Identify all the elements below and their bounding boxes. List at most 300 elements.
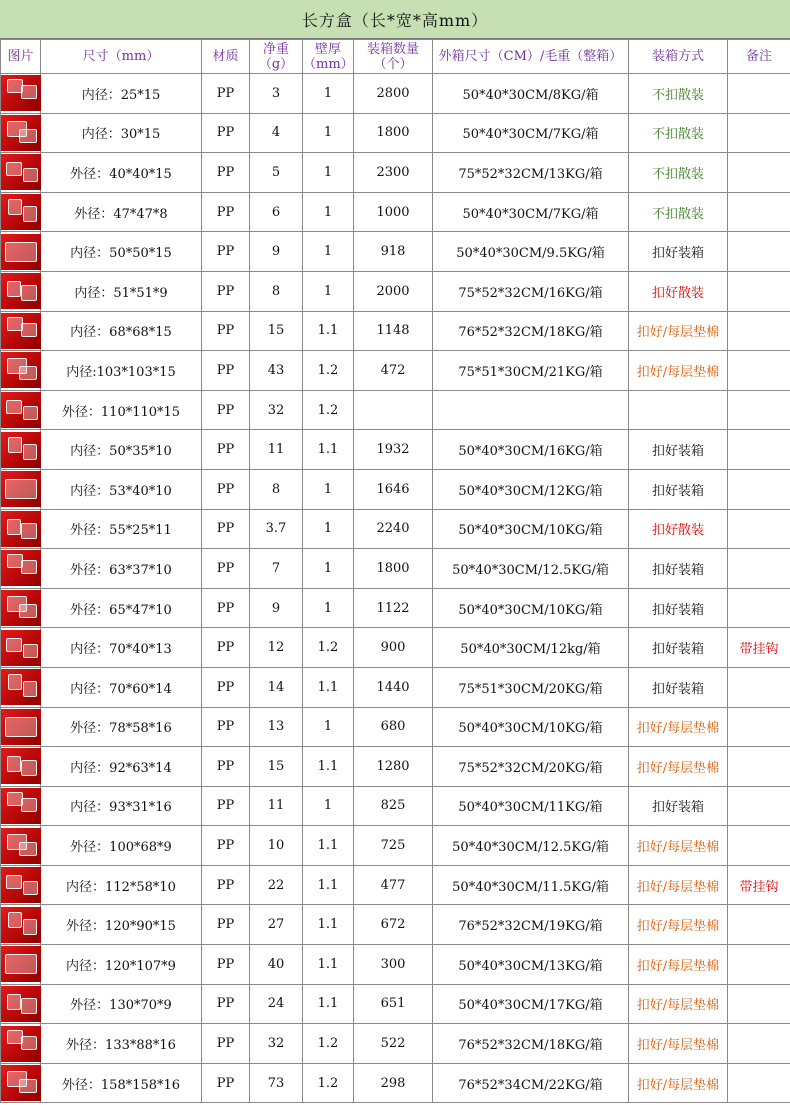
cell-remark <box>728 1063 790 1103</box>
cell-carton: 50*40*30CM/10KG/箱 <box>433 588 629 628</box>
product-image-cell <box>1 271 41 311</box>
cell-qty: 900 <box>354 628 433 668</box>
cell-qty: 2300 <box>354 153 433 193</box>
cell-remark <box>728 945 790 985</box>
cell-material: PP <box>202 232 250 272</box>
cell-thickness: 1.1 <box>303 667 354 707</box>
table-row <box>1 549 790 589</box>
cell-weight: 11 <box>250 430 303 470</box>
cell-packing: 扣好装箱 <box>629 588 728 628</box>
cell-qty: 1122 <box>354 588 433 628</box>
cell-remark <box>728 588 790 628</box>
cell-qty: 300 <box>354 945 433 985</box>
cell-qty: 298 <box>354 1063 433 1103</box>
cell-weight: 22 <box>250 865 303 905</box>
cell-weight: 15 <box>250 311 303 351</box>
product-thumbnail <box>1 709 41 745</box>
cell-packing: 扣好/每层垫棉 <box>629 1063 728 1103</box>
cell-size: 外径：47*47*8 <box>41 192 202 232</box>
plastic-box-shape <box>21 560 37 574</box>
product-image-cell <box>1 351 41 391</box>
plastic-box-shape <box>21 998 37 1014</box>
cell-material: PP <box>202 430 250 470</box>
table-row <box>1 1024 790 1064</box>
product-thumbnail <box>1 748 41 784</box>
table-row <box>1 509 790 549</box>
cell-remark <box>728 113 790 153</box>
product-image-cell <box>1 826 41 866</box>
product-thumbnail <box>1 907 41 943</box>
cell-size: 内径：112*58*10 <box>41 865 202 905</box>
cell-remark <box>728 311 790 351</box>
table-row <box>1 747 790 787</box>
product-image-cell <box>1 232 41 272</box>
plastic-box-shape <box>5 242 37 262</box>
product-image-cell <box>1 865 41 905</box>
cell-carton: 50*40*30CM/12kg/箱 <box>433 628 629 668</box>
cell-remark <box>728 192 790 232</box>
product-thumbnail <box>1 669 41 705</box>
plastic-box-shape <box>5 954 37 974</box>
table-row <box>1 430 790 470</box>
cell-size: 外径：120*90*15 <box>41 905 202 945</box>
plastic-box-shape <box>6 875 22 889</box>
cell-weight: 15 <box>250 747 303 787</box>
cell-material: PP <box>202 707 250 747</box>
plastic-box-shape <box>5 479 37 499</box>
plastic-box-shape <box>21 798 37 812</box>
cell-size: 内径：70*40*13 <box>41 628 202 668</box>
cell-size: 内径：70*60*14 <box>41 667 202 707</box>
cell-qty: 2240 <box>354 509 433 549</box>
cell-qty: 2000 <box>354 271 433 311</box>
cell-remark <box>728 747 790 787</box>
product-image-cell <box>1 588 41 628</box>
cell-thickness: 1 <box>303 271 354 311</box>
cell-remark <box>728 153 790 193</box>
cell-thickness: 1.1 <box>303 945 354 985</box>
product-thumbnail <box>1 511 41 547</box>
cell-material: PP <box>202 1024 250 1064</box>
cell-material: PP <box>202 390 250 430</box>
cell-qty: 651 <box>354 984 433 1024</box>
cell-size: 内径：53*40*10 <box>41 469 202 509</box>
cell-material: PP <box>202 1063 250 1103</box>
cell-material: PP <box>202 311 250 351</box>
plastic-box-shape <box>21 285 37 301</box>
cell-packing: 扣好/每层垫棉 <box>629 826 728 866</box>
header-thickness: 壁厚（mm） <box>303 41 354 72</box>
product-image-cell <box>1 667 41 707</box>
header-size: 尺寸（mm） <box>41 40 202 74</box>
cell-packing: 扣好装箱 <box>629 549 728 589</box>
product-image-cell <box>1 945 41 985</box>
cell-weight: 32 <box>250 390 303 430</box>
cell-packing: 不扣散装 <box>629 153 728 193</box>
cell-size: 内径：30*15 <box>41 113 202 153</box>
cell-packing: 扣好/每层垫棉 <box>629 747 728 787</box>
plastic-box-shape <box>21 760 37 776</box>
cell-material: PP <box>202 549 250 589</box>
table-row <box>1 232 790 272</box>
product-image-cell <box>1 1063 41 1103</box>
cell-weight: 3.7 <box>250 509 303 549</box>
table-row <box>1 113 790 153</box>
plastic-box-shape <box>7 519 21 535</box>
product-thumbnail <box>1 352 41 388</box>
plastic-box-shape <box>5 717 37 737</box>
cell-qty: 672 <box>354 905 433 945</box>
cell-size: 内径：120*107*9 <box>41 945 202 985</box>
cell-thickness: 1.1 <box>303 311 354 351</box>
header-qty: 装箱数量（个） <box>354 40 433 74</box>
product-thumbnail <box>1 313 41 349</box>
table-row <box>1 707 790 747</box>
cell-thickness: 1 <box>303 588 354 628</box>
product-image-cell <box>1 747 41 787</box>
cell-carton: 50*40*30CM/17KG/箱 <box>433 984 629 1024</box>
cell-thickness: 1 <box>303 707 354 747</box>
cell-carton: 76*52*32CM/18KG/箱 <box>433 1024 629 1064</box>
table-row <box>1 469 790 509</box>
table-row <box>1 786 790 826</box>
table-row <box>1 865 790 905</box>
product-image-cell <box>1 509 41 549</box>
spec-table <box>0 39 790 1103</box>
table-header <box>1 40 790 74</box>
header-image: 图片 <box>1 40 41 74</box>
cell-weight: 3 <box>250 74 303 114</box>
cell-remark <box>728 707 790 747</box>
cell-thickness: 1 <box>303 509 354 549</box>
cell-packing: 扣好装箱 <box>629 430 728 470</box>
cell-qty: 1646 <box>354 469 433 509</box>
cell-size: 内径:103*103*15 <box>41 351 202 391</box>
header-weight: 净重（g） <box>250 40 303 74</box>
plastic-box-shape <box>21 523 37 539</box>
cell-qty: 477 <box>354 865 433 905</box>
cell-carton: 50*40*30CM/9.5KG/箱 <box>433 232 629 272</box>
cell-weight: 24 <box>250 984 303 1024</box>
cell-packing: 扣好/每层垫棉 <box>629 351 728 391</box>
cell-packing <box>629 390 728 430</box>
cell-weight: 8 <box>250 469 303 509</box>
product-thumbnail <box>1 75 41 111</box>
cell-packing: 扣好/每层垫棉 <box>629 905 728 945</box>
product-thumbnail <box>1 392 41 428</box>
plastic-box-shape <box>19 129 37 143</box>
cell-remark <box>728 667 790 707</box>
product-image-cell <box>1 469 41 509</box>
cell-size: 内径：50*50*15 <box>41 232 202 272</box>
cell-weight: 40 <box>250 945 303 985</box>
cell-carton: 75*52*32CM/20KG/箱 <box>433 747 629 787</box>
cell-qty: 1000 <box>354 192 433 232</box>
cell-size: 外径：40*40*15 <box>41 153 202 193</box>
table-row <box>1 390 790 430</box>
cell-remark <box>728 430 790 470</box>
cell-material: PP <box>202 826 250 866</box>
plastic-box-shape <box>6 638 22 652</box>
cell-weight: 9 <box>250 588 303 628</box>
cell-material: PP <box>202 786 250 826</box>
cell-packing: 扣好装箱 <box>629 786 728 826</box>
cell-thickness: 1.1 <box>303 430 354 470</box>
header-material: 材质 <box>202 40 250 74</box>
product-thumbnail <box>1 115 41 151</box>
plastic-box-shape <box>23 406 38 420</box>
product-thumbnail <box>1 828 41 864</box>
product-image-cell <box>1 192 41 232</box>
cell-carton: 50*40*30CM/16KG/箱 <box>433 430 629 470</box>
cell-material: PP <box>202 74 250 114</box>
plastic-box-shape <box>6 162 22 176</box>
cell-weight: 11 <box>250 786 303 826</box>
cell-material: PP <box>202 469 250 509</box>
product-thumbnail <box>1 432 41 468</box>
product-thumbnail <box>1 234 41 270</box>
header-remark: 备注 <box>728 40 790 74</box>
product-thumbnail <box>1 590 41 626</box>
product-thumbnail <box>1 273 41 309</box>
table-row <box>1 945 790 985</box>
cell-weight: 6 <box>250 192 303 232</box>
cell-size: 内径：25*15 <box>41 74 202 114</box>
cell-carton: 50*40*30CM/8KG/箱 <box>433 74 629 114</box>
cell-packing: 扣好装箱 <box>629 469 728 509</box>
cell-size: 外径：100*68*9 <box>41 826 202 866</box>
cell-carton: 50*40*30CM/7KG/箱 <box>433 192 629 232</box>
plastic-box-shape <box>7 994 21 1010</box>
product-image-cell <box>1 74 41 114</box>
plastic-box-shape <box>8 912 22 928</box>
product-thumbnail <box>1 946 41 982</box>
product-thumbnail <box>1 986 41 1022</box>
cell-weight: 7 <box>250 549 303 589</box>
cell-size: 内径：51*51*9 <box>41 271 202 311</box>
cell-remark <box>728 351 790 391</box>
table-row <box>1 153 790 193</box>
plastic-box-shape <box>19 1079 37 1093</box>
cell-packing: 不扣散装 <box>629 192 728 232</box>
plastic-box-shape <box>7 756 21 772</box>
cell-remark <box>728 509 790 549</box>
product-image-cell <box>1 905 41 945</box>
cell-size: 外径：78*58*16 <box>41 707 202 747</box>
cell-carton: 50*40*30CM/11KG/箱 <box>433 786 629 826</box>
cell-thickness: 1 <box>303 192 354 232</box>
cell-carton: 75*52*32CM/16KG/箱 <box>433 271 629 311</box>
cell-remark <box>728 232 790 272</box>
plastic-box-shape <box>23 919 37 935</box>
cell-remark <box>728 271 790 311</box>
cell-weight: 27 <box>250 905 303 945</box>
product-image-cell <box>1 549 41 589</box>
cell-qty: 472 <box>354 351 433 391</box>
cell-carton: 75*51*30CM/21KG/箱 <box>433 351 629 391</box>
cell-packing: 扣好/每层垫棉 <box>629 1024 728 1064</box>
cell-thickness: 1.2 <box>303 351 354 391</box>
cell-packing: 扣好散装 <box>629 509 728 549</box>
cell-carton: 76*52*32CM/19KG/箱 <box>433 905 629 945</box>
product-thumbnail <box>1 1026 41 1062</box>
cell-weight: 8 <box>250 271 303 311</box>
plastic-box-shape <box>23 644 38 658</box>
cell-size: 外径：63*37*10 <box>41 549 202 589</box>
cell-carton: 76*52*32CM/18KG/箱 <box>433 311 629 351</box>
cell-thickness: 1.1 <box>303 826 354 866</box>
cell-thickness: 1 <box>303 549 354 589</box>
cell-material: PP <box>202 628 250 668</box>
cell-material: PP <box>202 509 250 549</box>
cell-thickness: 1 <box>303 786 354 826</box>
cell-material: PP <box>202 113 250 153</box>
cell-qty: 2800 <box>354 74 433 114</box>
cell-thickness: 1.2 <box>303 628 354 668</box>
cell-weight: 43 <box>250 351 303 391</box>
cell-thickness: 1.1 <box>303 905 354 945</box>
product-thumbnail <box>1 471 41 507</box>
cell-size: 外径：130*70*9 <box>41 984 202 1024</box>
plastic-box-shape <box>7 281 21 297</box>
cell-carton: 76*52*34CM/22KG/箱 <box>433 1063 629 1103</box>
product-thumbnail <box>1 194 41 230</box>
product-thumbnail <box>1 154 41 190</box>
cell-material: PP <box>202 588 250 628</box>
cell-size: 内径：93*31*16 <box>41 786 202 826</box>
product-image-cell <box>1 153 41 193</box>
cell-remark <box>728 786 790 826</box>
cell-material: PP <box>202 192 250 232</box>
cell-weight: 32 <box>250 1024 303 1064</box>
cell-carton: 50*40*30CM/12.5KG/箱 <box>433 826 629 866</box>
cell-material: PP <box>202 667 250 707</box>
plastic-box-shape <box>8 674 22 690</box>
cell-material: PP <box>202 153 250 193</box>
product-thumbnail <box>1 867 41 903</box>
cell-carton: 50*40*30CM/12.5KG/箱 <box>433 549 629 589</box>
cell-material: PP <box>202 905 250 945</box>
cell-qty: 1800 <box>354 549 433 589</box>
cell-qty: 522 <box>354 1024 433 1064</box>
cell-packing: 扣好/每层垫棉 <box>629 707 728 747</box>
table-row <box>1 667 790 707</box>
table-row <box>1 588 790 628</box>
cell-weight: 9 <box>250 232 303 272</box>
cell-size: 外径：158*158*16 <box>41 1063 202 1103</box>
product-image-cell <box>1 1024 41 1064</box>
cell-weight: 13 <box>250 707 303 747</box>
cell-weight: 10 <box>250 826 303 866</box>
cell-material: PP <box>202 865 250 905</box>
cell-thickness: 1.2 <box>303 1063 354 1103</box>
cell-weight: 14 <box>250 667 303 707</box>
cell-packing: 扣好/每层垫棉 <box>629 984 728 1024</box>
product-thumbnail <box>1 1065 41 1101</box>
cell-size: 内径：92*63*14 <box>41 747 202 787</box>
plastic-box-shape <box>23 206 37 222</box>
cell-qty: 680 <box>354 707 433 747</box>
cell-qty: 1932 <box>354 430 433 470</box>
table-row <box>1 311 790 351</box>
cell-qty: 1800 <box>354 113 433 153</box>
sheet-title: 长方盒（长*宽*高mm） <box>0 0 790 39</box>
cell-packing: 扣好散装 <box>629 271 728 311</box>
cell-packing: 不扣散装 <box>629 74 728 114</box>
cell-material: PP <box>202 945 250 985</box>
cell-packing: 扣好/每层垫棉 <box>629 311 728 351</box>
header-carton: 外箱尺寸（CM）/毛重（整箱） <box>433 40 629 74</box>
cell-remark <box>728 469 790 509</box>
plastic-box-shape <box>6 400 22 414</box>
cell-size: 外径：65*47*10 <box>41 588 202 628</box>
cell-thickness: 1.1 <box>303 865 354 905</box>
cell-thickness: 1 <box>303 153 354 193</box>
table-row <box>1 628 790 668</box>
cell-carton: 50*40*30CM/13KG/箱 <box>433 945 629 985</box>
cell-thickness: 1.1 <box>303 984 354 1024</box>
table-row <box>1 271 790 311</box>
cell-qty: 1440 <box>354 667 433 707</box>
product-thumbnail <box>1 788 41 824</box>
cell-remark <box>728 826 790 866</box>
cell-material: PP <box>202 984 250 1024</box>
plastic-box-shape <box>21 1036 37 1050</box>
cell-size: 外径：133*88*16 <box>41 1024 202 1064</box>
plastic-box-shape <box>21 85 37 99</box>
cell-size: 外径：110*110*15 <box>41 390 202 430</box>
cell-weight: 73 <box>250 1063 303 1103</box>
cell-size: 内径：50*35*10 <box>41 430 202 470</box>
cell-thickness: 1 <box>303 469 354 509</box>
cell-carton: 50*40*30CM/11.5KG/箱 <box>433 865 629 905</box>
plastic-box-shape <box>8 437 22 453</box>
cell-qty: 1280 <box>354 747 433 787</box>
table-row <box>1 74 790 114</box>
cell-remark: 带挂钩 <box>728 865 790 905</box>
product-image-cell <box>1 390 41 430</box>
cell-size: 外径：55*25*11 <box>41 509 202 549</box>
product-thumbnail <box>1 630 41 666</box>
cell-material: PP <box>202 747 250 787</box>
cell-carton: 50*40*30CM/12KG/箱 <box>433 469 629 509</box>
cell-carton <box>433 390 629 430</box>
cell-packing: 扣好/每层垫棉 <box>629 865 728 905</box>
cell-qty: 918 <box>354 232 433 272</box>
product-image-cell <box>1 628 41 668</box>
cell-packing: 扣好装箱 <box>629 232 728 272</box>
plastic-box-shape <box>23 881 38 895</box>
cell-remark <box>728 390 790 430</box>
cell-packing: 不扣散装 <box>629 113 728 153</box>
cell-remark <box>728 549 790 589</box>
cell-carton: 75*51*30CM/20KG/箱 <box>433 667 629 707</box>
product-image-cell <box>1 707 41 747</box>
plastic-box-shape <box>8 199 22 215</box>
product-image-cell <box>1 311 41 351</box>
product-thumbnail <box>1 550 41 586</box>
cell-thickness: 1 <box>303 113 354 153</box>
plastic-box-shape <box>23 444 37 460</box>
cell-weight: 12 <box>250 628 303 668</box>
cell-packing: 扣好装箱 <box>629 667 728 707</box>
table-row <box>1 826 790 866</box>
cell-size: 内径：68*68*15 <box>41 311 202 351</box>
cell-remark <box>728 905 790 945</box>
cell-thickness: 1 <box>303 232 354 272</box>
cell-qty <box>354 390 433 430</box>
cell-packing: 扣好/每层垫棉 <box>629 945 728 985</box>
